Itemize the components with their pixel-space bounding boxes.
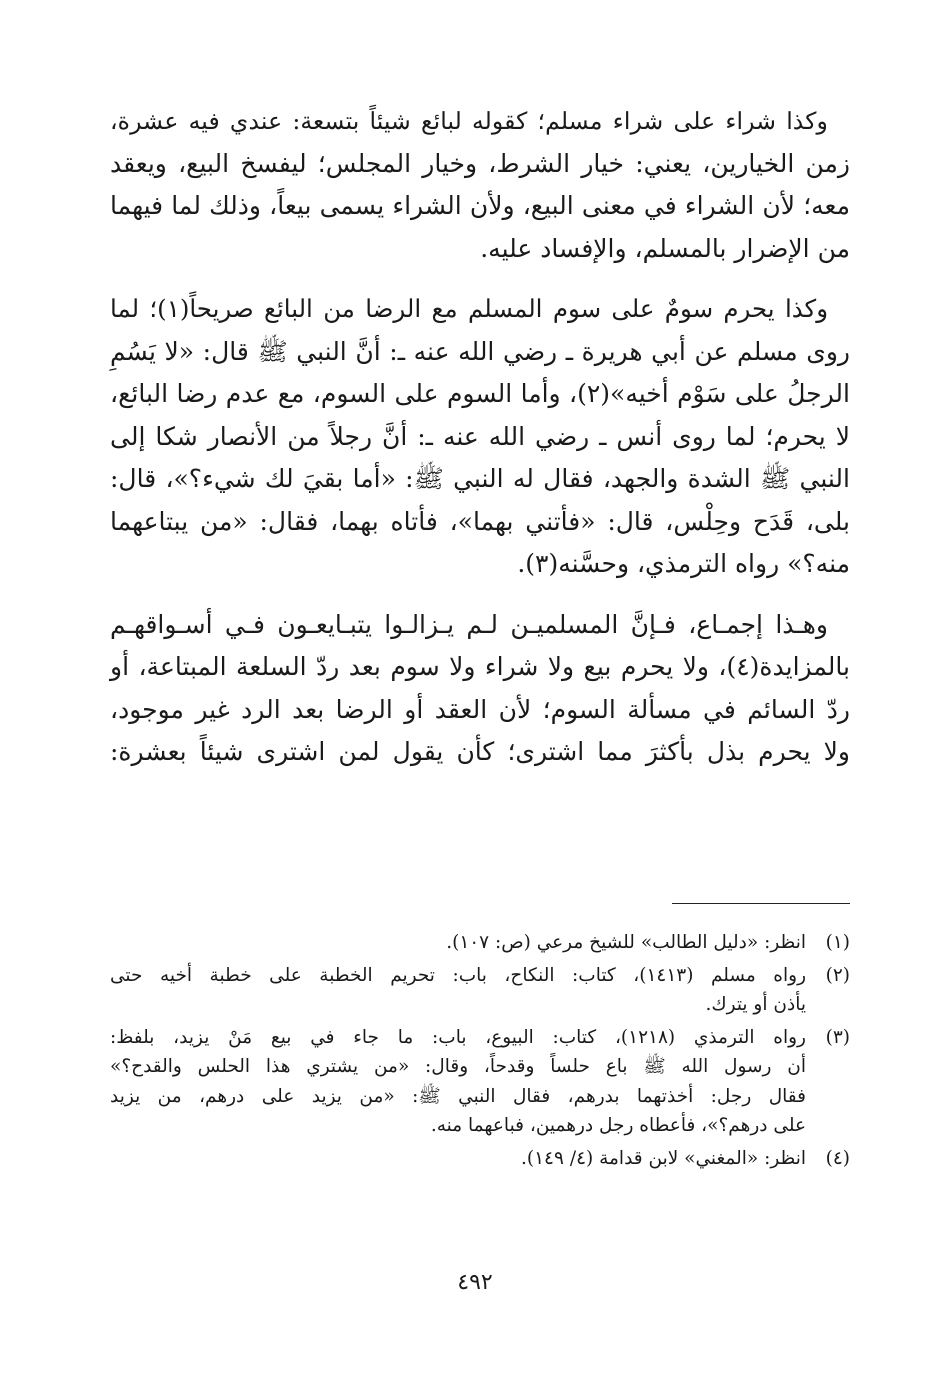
text-line: الرجلُ على سَوْم أخيه»(٢)، وأما السوم على السوم، مع عدم رضا البائع، [110, 379, 850, 408]
footnote-line: انظر: «المغني» لابن قدامة (٤/ ١٤٩). [521, 1147, 806, 1169]
footnote-2 [110, 961, 850, 1020]
text-line: وكذا يحرم سومٌ على سوم المسلم مع الرضا من البائع صريحاً(١)؛ لما [110, 294, 828, 323]
text-line: روى مسلم عن أبي هريرة ـ رضي الله عنه ـ: أنَّ النبي ﷺ قال: «لا يَسُمِ [110, 336, 850, 366]
text-line: من الإضرار بالمسلم، والإفساد عليه. [480, 233, 850, 263]
footnote-text [110, 1023, 806, 1141]
footnote-number: (٣) [825, 1026, 850, 1048]
text-line: بالمزايدة(٤)، ولا يحرم بيع ولا شراء ولا سوم بعد ردّ السلعة المبتاعة، أو [110, 652, 850, 681]
footnote-line: فقال رجل: أخذتهما بدرهم، فقال النبي ﷺ: «من يزيد على درهم، من يزيد [110, 1085, 806, 1107]
footnote-3 [110, 1023, 850, 1141]
footnote-line: رواه مسلم (١٤١٣)، كتاب: النكاح، باب: تحريم الخطبة على خطبة أخيه حتى [110, 964, 807, 986]
footnote-line: انظر: «دليل الطالب» للشيخ مرعي (ص: ١٠٧). [446, 932, 806, 953]
footnote-line: أن رسول الله ﷺ باع حلساً وقدحاً، وقال: «من يشتري هذا الحلس والقدح؟» [110, 1056, 806, 1077]
footnote-number: (٢) [825, 964, 850, 986]
text-line: ردّ السائم في مسألة السوم؛ لأن العقد أو الرضا بعد الرد غير موجود، [110, 694, 850, 724]
paragraph-3 [110, 604, 850, 774]
text-line: بلى، قَدَح وحِلْس، قال: «فأتني بهما»، فأتاه بهما، فقال: «من يبتاعهما [110, 506, 850, 536]
paragraph-2 [110, 288, 850, 586]
text-line: زمن الخيارين، يعني: خيار الشرط، وخيار المجلس؛ ليفسخ البيع، ويعقد [110, 148, 850, 178]
footnote-line: يأذن أو يترك. [705, 994, 806, 1015]
text-line: وكذا شراء على شراء مسلم؛ كقوله لبائع شيئاً بتسعة: عندي فيه عشرة، [110, 107, 828, 135]
text-line: ولا يحرم بذل بأكثرَ مما اشترى؛ كأن يقول لمن اشترى شيئاً بعشرة: [110, 737, 850, 766]
paragraph-1 [110, 100, 850, 270]
text-line: وهـذا إجمـاع، فـإنَّ المسلميـن لـم يـزالـوا يتبـايعـون فـي أسـواقهـم [110, 609, 828, 639]
footnote-4 [110, 1144, 850, 1174]
footnotes [110, 928, 850, 1176]
text-line: معه؛ لأن الشراء في معنى البيع، ولأن الشراء يسمى بيعاً، وذلك لما فيهما [110, 191, 850, 220]
footnote-line: على درهم؟»، فأعطاه رجل درهمين، فباعهما منه. [430, 1115, 806, 1136]
footnote-separator [672, 903, 850, 904]
text-line: منه؟» رواه الترمذي، وحسَّنه(٣). [517, 549, 850, 578]
text-line: لا يحرم؛ لما روى أنس ـ رضي الله عنه ـ: أنَّ رجلاً من الأنصار شكا إلى [110, 421, 850, 451]
footnote-line: رواه الترمذي (١٢١٨)، كتاب: البيوع، باب: ما جاء في بيع مَنْ يزيد، بلفظ: [110, 1026, 806, 1048]
footnote-1 [110, 928, 850, 958]
text-line: النبي ﷺ الشدة والجهد، فقال له النبي ﷺ: «أما بقيَ لك شيء؟»، قال: [110, 464, 850, 493]
footnote-number: (٤) [825, 1147, 850, 1169]
page-number: ٤٩٢ [457, 1270, 493, 1295]
footnote-text [110, 928, 806, 958]
footnote-text [110, 1144, 806, 1174]
footnote-number: (١) [825, 932, 850, 953]
footnote-text [110, 961, 806, 1020]
main-text [110, 100, 850, 792]
